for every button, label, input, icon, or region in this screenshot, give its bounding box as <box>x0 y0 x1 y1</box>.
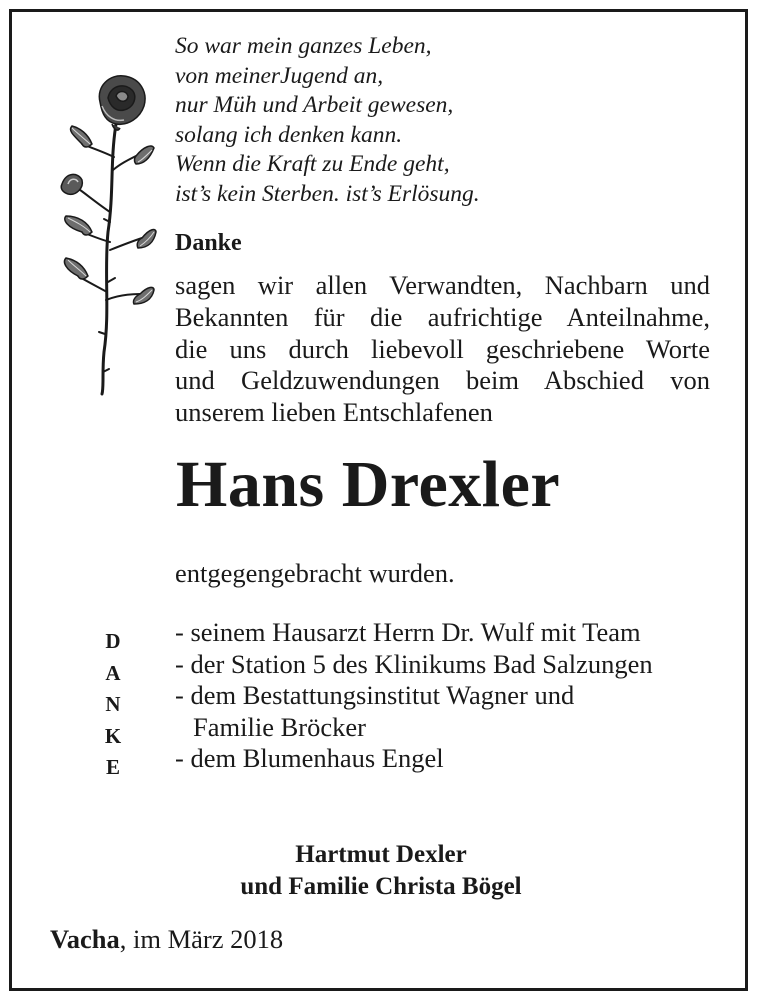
thanks-line: Bekannten für die aufrichtige Anteilnahme, <box>175 301 710 332</box>
poem <box>175 32 480 210</box>
thanks-line: und Geldzuwendungen beim Abschied von <box>175 365 710 396</box>
poem-line: So war mein ganzes Leben, <box>175 33 432 59</box>
vertical-letter: D <box>105 629 121 653</box>
place: Vacha <box>50 924 120 954</box>
after-name-text: entgegengebracht wurden. <box>175 558 455 588</box>
vertical-letter: K <box>104 723 122 748</box>
thanks-line: die uns durch liebevoll geschriebene Worte <box>175 333 710 364</box>
poem-line: von meinerJugend an, <box>175 62 384 89</box>
thanks-heading: Danke <box>175 230 242 256</box>
date: , im März 2018 <box>119 924 284 954</box>
poem-line: Wenn die Kraft zu Ende geht, <box>175 151 450 178</box>
signature-line: und Familie Christa Bögel <box>240 873 522 900</box>
signature <box>0 839 760 903</box>
vertical-letter: A <box>105 660 121 685</box>
signature-line: Hartmut Dexler <box>295 841 467 868</box>
place-date <box>50 924 283 955</box>
special-thanks-list <box>175 617 653 775</box>
list-item: - der Station 5 des Klinikums Bad Salzungen <box>175 648 653 679</box>
vertical-letter: N <box>105 692 121 716</box>
thanks-line: sagen wir allen Verwandten, Nachbarn und <box>175 270 710 300</box>
vertical-letter: E <box>105 755 120 779</box>
thanks-line: unserem lieben Entschlafenen <box>175 397 493 428</box>
poem-line: ist’s kein Sterben. ist’s Erlösung. <box>175 180 480 207</box>
poem-line: nur Müh und Arbeit gewesen, <box>175 92 454 119</box>
poem-line: solang ich denken kann. <box>175 121 403 148</box>
deceased-name: Hans Drexler <box>176 448 561 521</box>
thanks-text <box>175 270 710 429</box>
list-item-continuation: Familie Bröcker <box>193 711 366 742</box>
vertical-danke <box>98 626 128 784</box>
list-item: - dem Blumenhaus Engel <box>175 743 444 774</box>
rose-icon <box>58 72 158 400</box>
list-item: - dem Bestattungsinstitut Wagner und <box>175 680 575 711</box>
list-item: - seinem Hausarzt Herrn Dr. Wulf mit Team <box>175 617 641 647</box>
